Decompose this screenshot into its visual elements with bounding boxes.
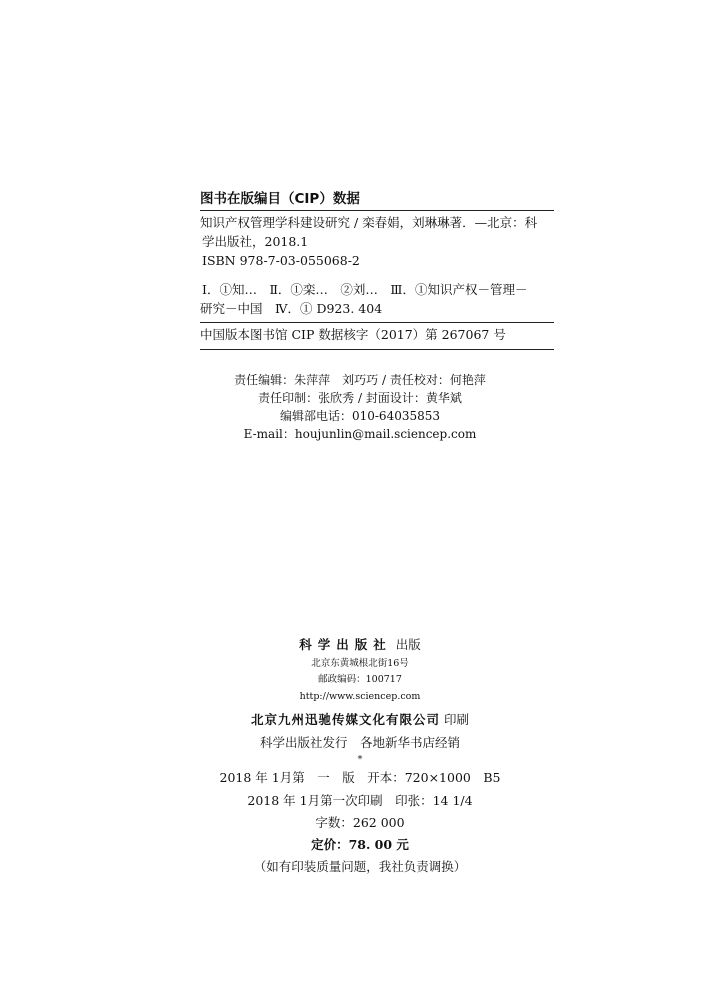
separator-asterisk: * [357,754,363,765]
printer-role: 印刷 [443,712,469,727]
printer-name: 北京九州迅驰传媒文化有限公司 [250,712,440,727]
publisher-address: 北京东黄城根北街16号 [311,658,409,669]
editorial-phone: 编辑部电话：010-64035853 [279,409,441,423]
word-count: 字数：262 000 [315,815,405,830]
publisher-imprint [0,634,720,878]
printer-line [0,708,720,732]
edition-line: 2018 年 1月第 一 版 开本：720×1000 B5 [219,770,501,785]
publisher-line [0,634,720,656]
cip-record-line-1: 知识产权管理学科建设研究 / 栾春娟，刘琳琳著．—北京：科 [200,215,538,230]
printing-design-line: 责任印制：张欣秀 / 封面设计：黄华斌 [258,391,462,405]
distribution-line: 科学出版社发行 各地新华书店经销 [259,735,460,750]
publisher-role: 出版 [395,637,421,652]
printing-line: 2018 年 1月第一次印刷 印张：14 1/4 [247,793,473,808]
quality-notice: （如有印装质量问题，我社负责调换） [253,859,467,874]
editors-line: 责任编辑：朱萍萍 刘巧巧 / 责任校对：何艳萍 [234,373,486,387]
cip-classification-line-1: Ⅰ．①知… Ⅱ．①栾… ②刘… Ⅲ．①知识产权－管理－ [202,282,528,297]
cip-classification-line-2: 研究－中国 Ⅳ．① D923. 404 [200,301,383,316]
cip-number: 中国版本图书馆 CIP 数据核字（2017）第 267067 号 [200,327,506,342]
publisher-website: http://www.sciencep.com [299,691,421,702]
publisher-name: 科学出版社 [299,637,392,652]
cip-isbn: ISBN 978-7-03-055068-2 [202,253,360,268]
cip-record-line-2: 学出版社，2018.1 [202,234,309,249]
cip-body [200,211,554,322]
price: 定价：78. 00 元 [311,837,409,852]
cip-title: 图书在版编目（CIP）数据 [200,191,360,207]
publisher-postcode: 邮政编码：100717 [318,674,402,685]
editorial-email: E-mail：houjunlin@mail.sciencep.com [243,427,477,441]
cip-block [200,188,554,350]
cip-bottom-rule [200,349,554,350]
staff-credits [0,371,720,443]
cip-gap [200,270,554,280]
